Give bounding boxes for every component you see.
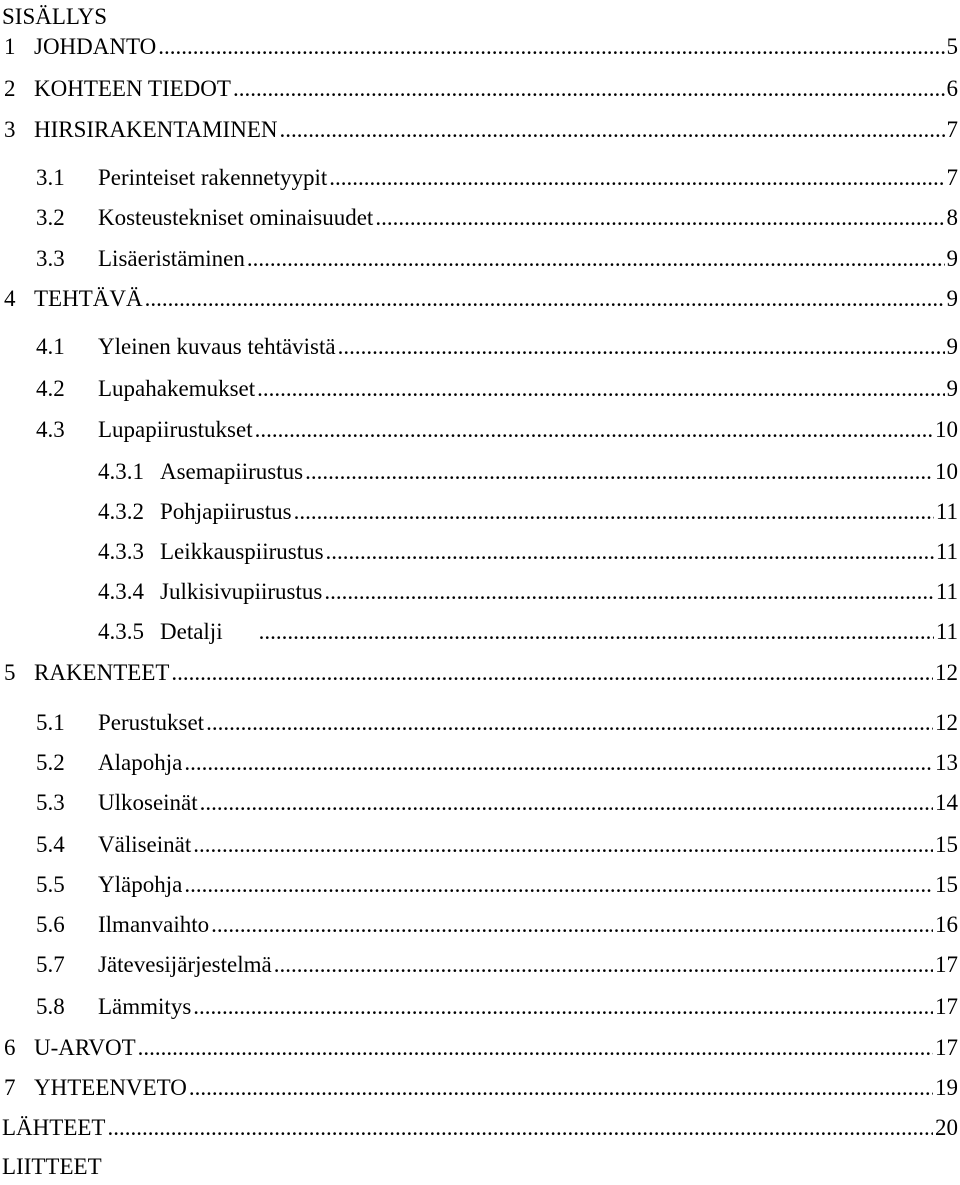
toc-entry-page-number: 15: [935, 832, 958, 857]
toc-entry-number: 4.1: [36, 334, 65, 359]
toc-dot-leader: [305, 457, 933, 487]
toc-dot-leader: [375, 203, 944, 233]
toc-entry-page-number: 9: [946, 246, 958, 271]
toc-entry-page-number: 9: [946, 334, 958, 359]
toc-entry-title: YHTEENVETO: [34, 1073, 189, 1103]
toc-entry-page-number: 11: [935, 579, 958, 604]
toc-entry-title: Jätevesijärjestelmä: [98, 950, 274, 980]
toc-entry-page-number: 17: [935, 994, 958, 1019]
toc-entry-page-number: 17: [935, 1035, 958, 1060]
toc-entry-title: Lupahakemukset: [98, 374, 257, 404]
toc-entry-number: 1: [4, 34, 16, 59]
toc-entry-page-number: 11: [935, 499, 958, 524]
toc-entry-title: RAKENTEET: [34, 658, 171, 688]
toc-entry-title: Leikkauspiirustus: [160, 537, 326, 567]
toc-entry[interactable]: [36, 415, 960, 445]
toc-entry-page-number: 7: [946, 117, 958, 142]
toc-entry-page-number: 10: [935, 459, 958, 484]
toc-entry-page-number: 12: [935, 710, 958, 735]
toc-dot-leader: [200, 788, 933, 818]
toc-entry-title: Yläpohja: [98, 870, 184, 900]
toc-entry-title: LIITTEET: [2, 1152, 104, 1182]
toc-entry-title: Detalji: [160, 617, 259, 647]
toc-entry-number: 4.3.1: [98, 459, 144, 484]
toc-entry[interactable]: [98, 577, 960, 607]
toc-entry[interactable]: [4, 74, 960, 104]
toc-entry-number: 4.3.3: [98, 539, 144, 564]
toc-entry[interactable]: [2, 1152, 960, 1182]
toc-dot-leader: [338, 332, 945, 362]
toc-entry-number: 5.5: [36, 872, 65, 897]
toc-dot-leader: [255, 415, 933, 445]
toc-entry[interactable]: [36, 788, 960, 818]
toc-entry-page-number: 9: [946, 376, 958, 401]
toc-entry-number: 3.2: [36, 205, 65, 230]
toc-entry-page-number: 15: [935, 872, 958, 897]
toc-entry[interactable]: [4, 1073, 960, 1103]
toc-entry-title: Julkisivupiirustus: [160, 577, 324, 607]
toc-entry[interactable]: [36, 748, 960, 778]
toc-entry[interactable]: [36, 910, 960, 940]
toc-entry-title: Yleinen kuvaus tehtävistä: [98, 332, 338, 362]
toc-dot-leader: [184, 748, 933, 778]
toc-entry-title: HIRSIRAKENTAMINEN: [34, 115, 279, 145]
toc-entry-page-number: 14: [935, 790, 958, 815]
toc-entry-number: 2: [4, 76, 16, 101]
toc-entry-number: 5.8: [36, 994, 65, 1019]
toc-entry[interactable]: [4, 115, 960, 145]
toc-dot-leader: [189, 1073, 933, 1103]
toc-dot-leader: [247, 244, 945, 274]
toc-dot-leader: [107, 1113, 933, 1143]
toc-dot-leader: [279, 115, 944, 145]
toc-entry-page-number: 10: [935, 417, 958, 442]
toc-dot-leader: [324, 577, 934, 607]
toc-entry[interactable]: [4, 32, 960, 62]
toc-entry-title: Väliseinät: [98, 830, 193, 860]
toc-entry[interactable]: [4, 658, 960, 688]
toc-entry-page-number: 5: [946, 34, 958, 59]
toc-entry-title: Pohjapiirustus: [160, 497, 294, 527]
toc-entry-page-number: 6: [946, 76, 958, 101]
toc-entry-number: 4.3.5: [98, 619, 144, 644]
toc-entry-number: 3: [4, 117, 16, 142]
toc-entry-page-number: 8: [946, 205, 958, 230]
toc-entry-title: LÄHTEET: [2, 1113, 107, 1143]
toc-dot-leader: [259, 617, 934, 647]
toc-entry-title: Asemapiirustus: [160, 457, 305, 487]
toc-dot-leader: [158, 32, 944, 62]
toc-entry-page-number: 17: [935, 952, 958, 977]
toc-entry-page-number: 12: [935, 660, 958, 685]
toc-entry-page-number: 19: [935, 1075, 958, 1100]
toc-entry-number: 3.1: [36, 165, 65, 190]
toc-entry-number: 4: [4, 286, 16, 311]
toc-entry-title: Perustukset: [98, 708, 206, 738]
toc-entry-number: 4.3: [36, 417, 65, 442]
toc-entry[interactable]: [36, 332, 960, 362]
toc-entry-number: 3.3: [36, 246, 65, 271]
toc-dot-leader: [329, 163, 944, 193]
toc-entry[interactable]: [36, 374, 960, 404]
toc-entry[interactable]: [36, 203, 960, 233]
toc-entry-number: 5.4: [36, 832, 65, 857]
toc-dot-leader: [294, 497, 934, 527]
toc-entry[interactable]: [98, 537, 960, 567]
toc-entry-page-number: 13: [935, 750, 958, 775]
toc-dot-leader: [193, 830, 933, 860]
toc-entry[interactable]: [2, 1113, 960, 1143]
toc-entry-title: U-ARVOT: [34, 1033, 138, 1063]
toc-entry[interactable]: [36, 244, 960, 274]
toc-entry-page-number: 11: [935, 539, 958, 564]
toc-entry-number: 5.6: [36, 912, 65, 937]
toc-dot-leader: [138, 1033, 933, 1063]
toc-entry[interactable]: [36, 708, 960, 738]
toc-entry[interactable]: [36, 163, 960, 193]
toc-entry[interactable]: [98, 617, 960, 647]
toc-entry[interactable]: [4, 284, 960, 314]
toc-entry-number: 5: [4, 660, 16, 685]
toc-entry-title: Lämmitys: [98, 992, 193, 1022]
toc-entry-number: 5.3: [36, 790, 65, 815]
toc-entry-title: KOHTEEN TIEDOT: [34, 74, 233, 104]
toc-entry-number: 7: [4, 1075, 16, 1100]
toc-entry[interactable]: [4, 1033, 960, 1063]
toc-dot-leader: [233, 74, 945, 104]
toc-dot-leader: [206, 708, 933, 738]
toc-entry[interactable]: [98, 457, 960, 487]
toc-dot-leader: [211, 910, 933, 940]
toc-entry-page-number: 16: [935, 912, 958, 937]
toc-entry-number: 6: [4, 1035, 16, 1060]
toc-entry-number: 5.1: [36, 710, 65, 735]
toc-entry-title: Ulkoseinät: [98, 788, 200, 818]
toc-entry-title: Lupapiirustukset: [98, 415, 255, 445]
toc-dot-leader: [274, 950, 933, 980]
toc-entry-number: 4.3.4: [98, 579, 144, 604]
toc-entry-number: 5.2: [36, 750, 65, 775]
toc-entry-title: TEHTÄVÄ: [34, 284, 145, 314]
toc-entry-title: Ilmanvaihto: [98, 910, 211, 940]
toc-dot-leader: [193, 992, 933, 1022]
toc-entry-title: Lisäeristäminen: [98, 244, 247, 274]
toc-dot-leader: [184, 870, 933, 900]
toc-entry-title: Perinteiset rakennetyypit: [98, 163, 329, 193]
toc-entry-number: 4.2: [36, 376, 65, 401]
toc-heading: SISÄLLYS: [2, 4, 108, 29]
toc-entry[interactable]: [36, 830, 960, 860]
toc-entry-page-number: 11: [935, 619, 958, 644]
toc-entry-number: 4.3.2: [98, 499, 144, 524]
toc-entry-title: Kosteustekniset ominaisuudet: [98, 203, 375, 233]
toc-entry-title: Alapohja: [98, 748, 184, 778]
toc-entry[interactable]: [36, 992, 960, 1022]
toc-entry[interactable]: [98, 497, 960, 527]
toc-dot-leader: [171, 658, 933, 688]
toc-entry-page-number: 20: [935, 1115, 958, 1140]
toc-dot-leader: [257, 374, 944, 404]
toc-entry-title: JOHDANTO: [34, 32, 158, 62]
toc-entry[interactable]: [36, 950, 960, 980]
toc-entry-page-number: 9: [946, 286, 958, 311]
toc-dot-leader: [145, 284, 945, 314]
toc-entry-number: 5.7: [36, 952, 65, 977]
toc-entry[interactable]: [36, 870, 960, 900]
toc-dot-leader: [326, 537, 934, 567]
toc-entry-page-number: 7: [946, 165, 958, 190]
